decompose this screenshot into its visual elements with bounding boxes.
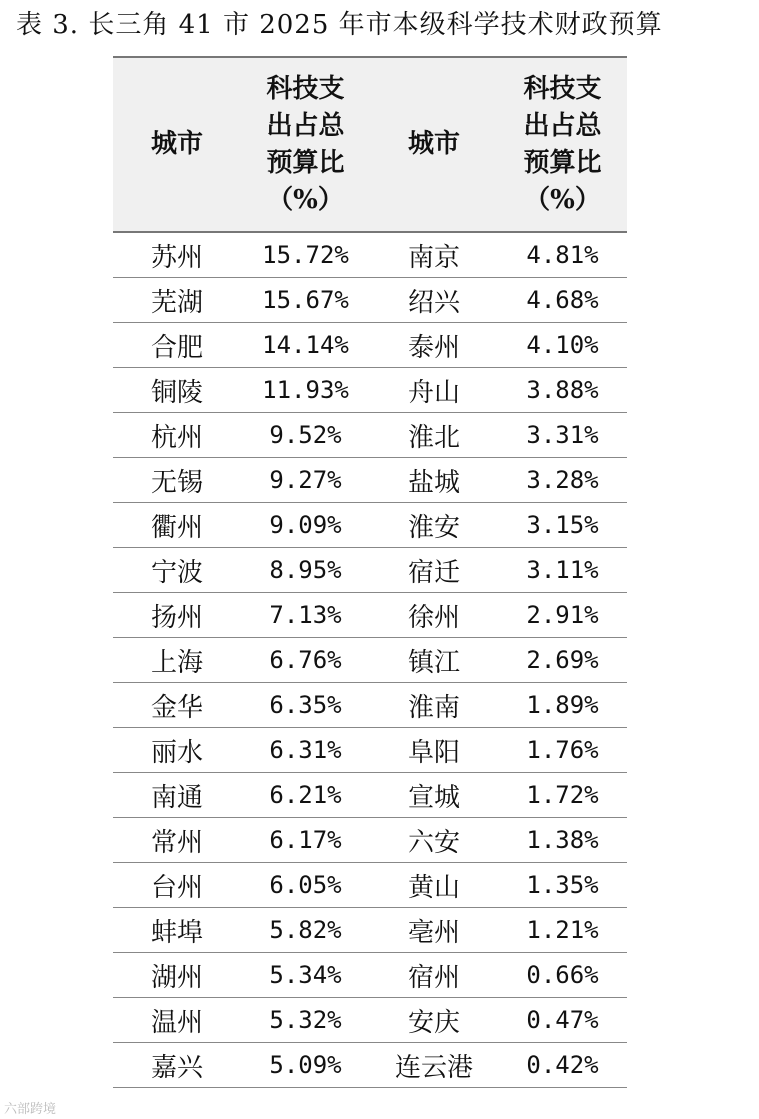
pct-cell: 4.68% bbox=[498, 278, 627, 323]
table-row bbox=[113, 908, 627, 953]
table-row bbox=[113, 593, 627, 638]
city-cell: 泰州 bbox=[370, 323, 498, 368]
city-cell: 湖州 bbox=[113, 953, 241, 998]
pct-cell: 1.21% bbox=[498, 908, 627, 953]
city-cell: 温州 bbox=[113, 998, 241, 1043]
pct-cell: 3.88% bbox=[498, 368, 627, 413]
city-cell: 淮南 bbox=[370, 683, 498, 728]
table-row bbox=[113, 728, 627, 773]
pct-cell: 1.89% bbox=[498, 683, 627, 728]
pct-cell: 3.31% bbox=[498, 413, 627, 458]
pct-cell: 7.13% bbox=[241, 593, 370, 638]
pct-cell: 15.72% bbox=[241, 232, 370, 278]
pct-cell: 2.69% bbox=[498, 638, 627, 683]
city-cell: 蚌埠 bbox=[113, 908, 241, 953]
pct-cell: 4.10% bbox=[498, 323, 627, 368]
pct-cell: 0.42% bbox=[498, 1043, 627, 1088]
pct-cell: 15.67% bbox=[241, 278, 370, 323]
city-cell: 宁波 bbox=[113, 548, 241, 593]
table-row bbox=[113, 458, 627, 503]
city-cell: 常州 bbox=[113, 818, 241, 863]
city-cell: 无锡 bbox=[113, 458, 241, 503]
table-row bbox=[113, 232, 627, 278]
city-cell: 舟山 bbox=[370, 368, 498, 413]
table-row bbox=[113, 773, 627, 818]
city-cell: 台州 bbox=[113, 863, 241, 908]
city-cell: 上海 bbox=[113, 638, 241, 683]
pct-cell: 6.05% bbox=[241, 863, 370, 908]
city-cell: 衢州 bbox=[113, 503, 241, 548]
pct-cell: 4.81% bbox=[498, 232, 627, 278]
city-cell: 扬州 bbox=[113, 593, 241, 638]
city-cell: 六安 bbox=[370, 818, 498, 863]
pct-cell: 1.38% bbox=[498, 818, 627, 863]
pct-cell: 5.82% bbox=[241, 908, 370, 953]
city-cell: 嘉兴 bbox=[113, 1043, 241, 1088]
city-cell: 亳州 bbox=[370, 908, 498, 953]
table-row bbox=[113, 368, 627, 413]
table-row bbox=[113, 863, 627, 908]
table-title: 表 3. 长三角 41 市 2025 年市本级科学技术财政预算 bbox=[16, 10, 663, 40]
city-cell: 淮安 bbox=[370, 503, 498, 548]
table-row bbox=[113, 998, 627, 1043]
table-row bbox=[113, 1043, 627, 1088]
table-row bbox=[113, 278, 627, 323]
table-header-row bbox=[113, 57, 627, 232]
city-cell: 盐城 bbox=[370, 458, 498, 503]
budget-table bbox=[113, 56, 627, 1088]
pct-cell: 1.72% bbox=[498, 773, 627, 818]
table-row bbox=[113, 413, 627, 458]
table-row bbox=[113, 953, 627, 998]
pct-cell: 2.91% bbox=[498, 593, 627, 638]
city-cell: 淮北 bbox=[370, 413, 498, 458]
city-cell: 合肥 bbox=[113, 323, 241, 368]
table-row bbox=[113, 503, 627, 548]
pct-cell: 5.34% bbox=[241, 953, 370, 998]
header-city-a: 城市 bbox=[113, 57, 241, 232]
city-cell: 绍兴 bbox=[370, 278, 498, 323]
city-cell: 南京 bbox=[370, 232, 498, 278]
city-cell: 宿迁 bbox=[370, 548, 498, 593]
city-cell: 徐州 bbox=[370, 593, 498, 638]
city-cell: 安庆 bbox=[370, 998, 498, 1043]
city-cell: 镇江 bbox=[370, 638, 498, 683]
city-cell: 苏州 bbox=[113, 232, 241, 278]
pct-cell: 6.76% bbox=[241, 638, 370, 683]
header-city-b: 城市 bbox=[370, 57, 498, 232]
pct-cell: 3.11% bbox=[498, 548, 627, 593]
pct-cell: 11.93% bbox=[241, 368, 370, 413]
pct-cell: 1.35% bbox=[498, 863, 627, 908]
city-cell: 南通 bbox=[113, 773, 241, 818]
pct-cell: 9.27% bbox=[241, 458, 370, 503]
city-cell: 黄山 bbox=[370, 863, 498, 908]
pct-cell: 6.17% bbox=[241, 818, 370, 863]
pct-cell: 6.31% bbox=[241, 728, 370, 773]
table-body bbox=[113, 232, 627, 1088]
city-cell: 连云港 bbox=[370, 1043, 498, 1088]
pct-cell: 0.66% bbox=[498, 953, 627, 998]
pct-cell: 5.09% bbox=[241, 1043, 370, 1088]
city-cell: 芜湖 bbox=[113, 278, 241, 323]
pct-cell: 9.09% bbox=[241, 503, 370, 548]
pct-cell: 0.47% bbox=[498, 998, 627, 1043]
city-cell: 宿州 bbox=[370, 953, 498, 998]
pct-cell: 3.15% bbox=[498, 503, 627, 548]
header-pct-a: 科技支 出占总 预算比 （%） bbox=[241, 57, 370, 232]
pct-cell: 9.52% bbox=[241, 413, 370, 458]
city-cell: 宣城 bbox=[370, 773, 498, 818]
table-row bbox=[113, 323, 627, 368]
pct-cell: 6.35% bbox=[241, 683, 370, 728]
table-row bbox=[113, 638, 627, 683]
header-pct-b: 科技支 出占总 预算比 （%） bbox=[498, 57, 627, 232]
city-cell: 金华 bbox=[113, 683, 241, 728]
table-row bbox=[113, 818, 627, 863]
city-cell: 杭州 bbox=[113, 413, 241, 458]
pct-cell: 3.28% bbox=[498, 458, 627, 503]
table-row bbox=[113, 683, 627, 728]
pct-cell: 1.76% bbox=[498, 728, 627, 773]
city-cell: 丽水 bbox=[113, 728, 241, 773]
pct-cell: 8.95% bbox=[241, 548, 370, 593]
pct-cell: 6.21% bbox=[241, 773, 370, 818]
table-row bbox=[113, 548, 627, 593]
pct-cell: 14.14% bbox=[241, 323, 370, 368]
city-cell: 铜陵 bbox=[113, 368, 241, 413]
watermark: 六部跨境 bbox=[4, 1102, 57, 1117]
pct-cell: 5.32% bbox=[241, 998, 370, 1043]
city-cell: 阜阳 bbox=[370, 728, 498, 773]
